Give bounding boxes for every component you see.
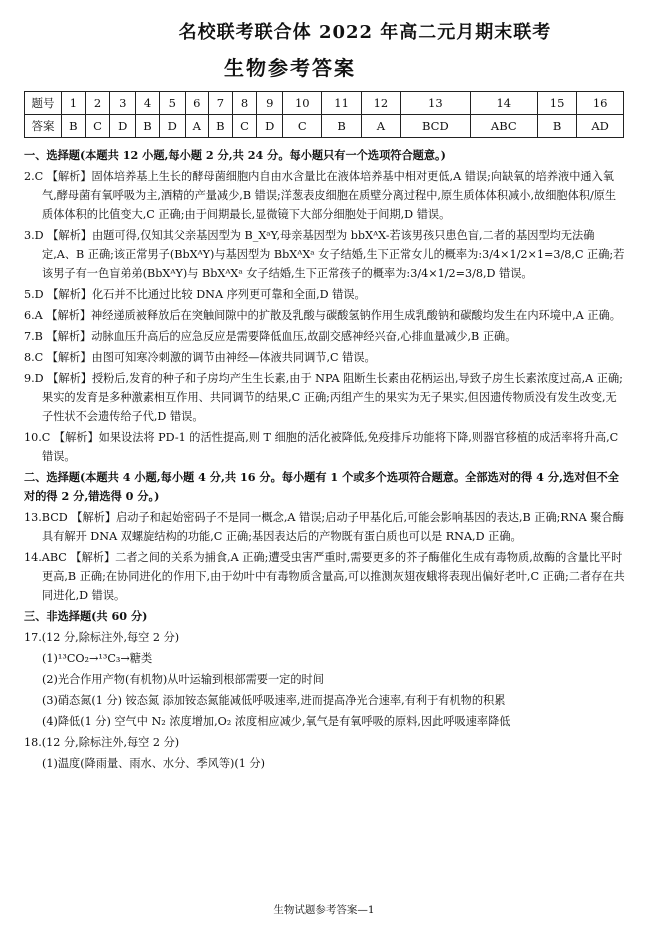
- question-number-cell: 15: [537, 92, 576, 115]
- answer-cell: C: [85, 115, 110, 138]
- answer-cell: C: [283, 115, 322, 138]
- question-17-part-2: (2)光合作用产物(有机物)从叶运输到根部需要一定的时间: [42, 673, 324, 686]
- answer-table-number-row: [25, 92, 624, 115]
- question-number-cell: 7: [209, 92, 233, 115]
- explanation-q5: 5.D 【解析】化石并不比通过比较 DNA 序列更可靠和全面,D 错误。: [24, 288, 366, 301]
- row-label-answer: 答案: [25, 115, 62, 138]
- question-17-part-1: (1)¹³CO₂→¹³C₃→糖类: [42, 652, 153, 665]
- question-number-cell: 1: [62, 92, 86, 115]
- explanation-q8: 8.C 【解析】由图可知寒冷刺激的调节由神经—体液共同调节,C 错误。: [24, 351, 376, 364]
- answer-cell: B: [62, 115, 86, 138]
- answer-cell: D: [257, 115, 283, 138]
- answer-cell: D: [110, 115, 136, 138]
- question-17-header: 17.(12 分,除标注外,每空 2 分): [24, 631, 180, 644]
- answer-cell: D: [159, 115, 185, 138]
- question-number-cell: 16: [577, 92, 624, 115]
- question-number-cell: 11: [322, 92, 361, 115]
- question-number-cell: 6: [185, 92, 208, 115]
- explanation-q3: 3.D 【解析】由题可得,仅知其父亲基因型为 B_XᵃY,母亲基因型为 bbXᴬX-若该男孩只患色盲,二者的基因型均无法确定,A、B 正确;该正常男子(BbXᴬY)与基因型为 BbXᴬXᵃ 女子结婚,生下正常女儿的概率为:3/4×1/2×1=3/8,C 正确;若该男子有一色盲弟弟(BbXᴬY)与 BbXᴬXᵃ 女子结婚,生下正常孩子的概率为:3/4×1/2=3/8,D 错误。: [24, 229, 625, 280]
- answer-explanations: [24, 146, 626, 773]
- answer-cell: BCD: [401, 115, 471, 138]
- question-18-header: 18.(12 分,除标注外,每空 2 分): [24, 736, 180, 749]
- question-17-part-3: (3)硝态氮(1 分) 铵态氮 添加铵态氮能减低呼吸速率,进而提高净光合速率,有利于有机物的积累: [42, 694, 506, 707]
- answer-cell: B: [136, 115, 160, 138]
- question-number-cell: 10: [283, 92, 322, 115]
- answer-cell: C: [232, 115, 257, 138]
- explanation-q13: 13.BCD 【解析】启动子和起始密码子不是同一概念,A 错误;启动子甲基化后,可能会影响基因的表达,B 正确;RNA 聚合酶具有解开 DNA 双螺旋结构的功能,C 正确;基因表达后的产物既有蛋白质也可以是 RNA,D 正确。: [24, 511, 624, 543]
- question-number-cell: 13: [401, 92, 471, 115]
- exam-title: 名校联考联合体 2022 年高二元月期末联考: [178, 22, 552, 43]
- answer-cell: B: [209, 115, 233, 138]
- answer-cell: A: [361, 115, 400, 138]
- question-number-cell: 5: [159, 92, 185, 115]
- answer-cell: B: [537, 115, 576, 138]
- answer-cell: B: [322, 115, 361, 138]
- section-heading-2: 二、选择题(本题共 4 小题,每小题 4 分,共 16 分。每小题有 1 个或多个选项符合题意。全部选对的得 4 分,选对但不全对的得 2 分,错选得 0 分。): [24, 470, 619, 503]
- answer-cell: ABC: [470, 115, 537, 138]
- explanation-q10: 10.C 【解析】如果设法将 PD-1 的活性提高,则 T 细胞的活化被降低,免疫排斥功能将下降,则器官移植的成活率将升高,C 错误。: [24, 431, 619, 463]
- section-heading-3: 三、非选择题(共 60 分): [24, 609, 148, 623]
- page-subtitle: 生物参考答案: [224, 56, 356, 80]
- explanation-q9: 9.D 【解析】授粉后,发育的种子和子房均产生生长素,由于 NPA 阻断生长素由花柄运出,导致子房生长素浓度过高,A 正确;果实的发育是多种激素相互作用、共同调节的结果,C 正确;丙组产生的果实为无子果实,但因遗传物质没有发生改变,无子性状不会遗传给子代,D 错误。: [24, 372, 623, 423]
- question-number-cell: 14: [470, 92, 537, 115]
- answer-cell: A: [185, 115, 208, 138]
- explanation-q7: 7.B 【解析】动脉血压升高后的应急反应是需要降低血压,故副交感神经兴奋,心排血量减少,B 正确。: [24, 330, 517, 343]
- question-number-cell: 8: [232, 92, 257, 115]
- explanation-q14: 14.ABC 【解析】二者之间的关系为捕食,A 正确;遭受虫害严重时,需要更多的芥子酶催化生成有毒物质,故酶的含量比平时更高,B 正确;在协同进化的作用下,由于幼叶中有毒物质含量高,可以推测灰翅夜蛾将表现出偏好老叶,C 正确;二者存在共同进化,D 错误。: [24, 551, 625, 602]
- question-number-cell: 3: [110, 92, 136, 115]
- explanation-q2: 2.C 【解析】固体培养基上生长的酵母菌细胞内自由水含量比在液体培养基中相对更低,A 错误;向缺氧的培养液中通入氧气,酵母菌有氧呼吸为主,酒精的产量减少,B 错误;洋葱表皮细胞在质壁分离过程中,原生质体体积减小,故细胞体积/原生质体体积的比值变大,C 正确;由于间期最长,显微镜下大部分细胞处于间期,D 错误。: [24, 170, 617, 221]
- section-heading-1: 一、选择题(本题共 12 小题,每小题 2 分,共 24 分。每小题只有一个选项符合题意。): [24, 148, 446, 162]
- question-number-cell: 2: [85, 92, 110, 115]
- question-18-part-1: (1)温度(降雨量、雨水、水分、季风等)(1 分): [42, 757, 265, 770]
- question-number-cell: 12: [361, 92, 400, 115]
- page-footer: 生物试题参考答案—1: [273, 904, 375, 916]
- explanation-q6: 6.A 【解析】神经递质被释放后在突触间隙中的扩散及乳酸与碳酸氢钠作用生成乳酸钠和碳酸均发生在内环境中,A 正确。: [24, 309, 621, 322]
- answer-cell: AD: [577, 115, 624, 138]
- question-number-cell: 4: [136, 92, 160, 115]
- answer-table-answer-row: [25, 115, 624, 138]
- row-label-number: 题号: [25, 92, 62, 115]
- answer-table: [24, 91, 624, 138]
- question-number-cell: 9: [257, 92, 283, 115]
- question-17-part-4: (4)降低(1 分) 空气中 N₂ 浓度增加,O₂ 浓度相应减少,氧气是有氧呼吸的原料,因此呼吸速率降低: [42, 715, 511, 728]
